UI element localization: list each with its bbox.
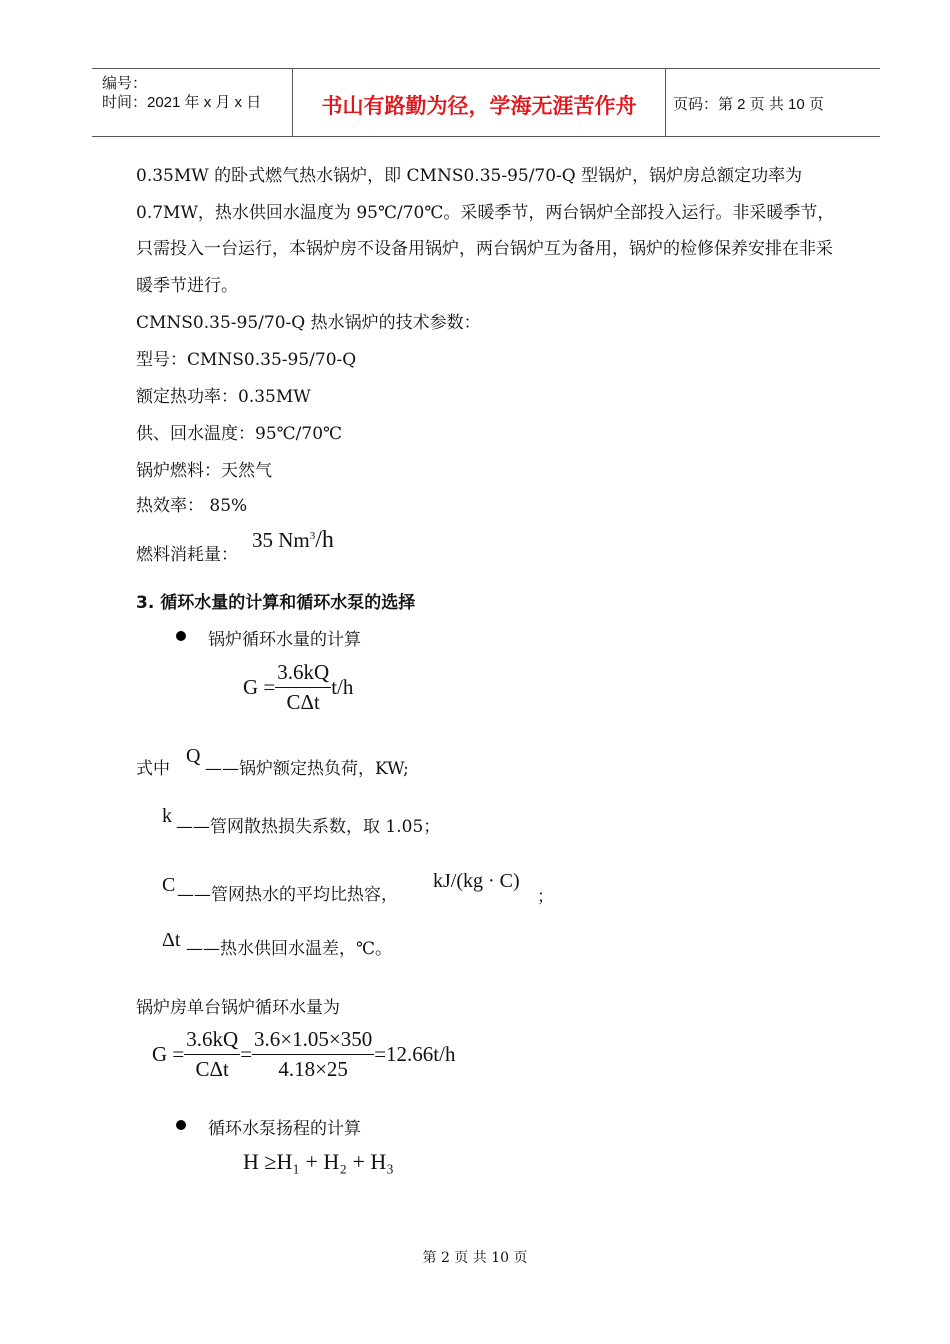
consumption-number: 35 Nm [252, 528, 310, 552]
bullet1-text: 锅炉循环水量的计算 [208, 630, 361, 650]
def-c-end: ； [537, 887, 554, 907]
bullet-dot-2 [176, 1120, 186, 1130]
formula-3: H ≥H₁ + H₂ + H₃ [243, 1149, 394, 1174]
section3-heading: 3. 循环水量的计算和循环水泵的选择 [136, 593, 416, 613]
header-motto-cell [292, 69, 666, 136]
formula-2 [152, 1027, 455, 1082]
page-footer: 第 2 页 共 10 页 [422, 1250, 528, 1266]
formula2-lhs: G = [152, 1042, 185, 1066]
bullet-dot-1 [176, 631, 186, 641]
formula2-eq: = [240, 1042, 253, 1066]
def-c-text: ——管网热水的平均比热容， [177, 885, 398, 905]
param-fuel: 锅炉燃料：天然气 [136, 461, 272, 481]
def-dt-symbol: Δt [162, 929, 181, 951]
formula1-fraction [275, 660, 331, 715]
formula-1 [243, 660, 353, 715]
def-k-text: ——管网散热损失系数，取 1.05； [176, 817, 441, 837]
consumption-unit: /h [315, 527, 334, 553]
def-c-symbol: C [162, 874, 176, 896]
formula1-den: CΔt [286, 690, 320, 714]
single-boiler-label: 锅炉房单台锅炉循环水量为 [136, 998, 340, 1018]
param-temp: 供、回水温度：95℃/70℃ [136, 424, 343, 444]
page-label: 页码：第 2 页 共 10 页 [673, 96, 824, 113]
formula1-lhs: G = [243, 675, 276, 699]
header-page-cell [665, 69, 880, 136]
param-consumption-label: 燃料消耗量： [136, 545, 238, 565]
consumption-sup: 3 [309, 530, 316, 542]
def-dt-text: ——热水供回水温差，℃。 [186, 939, 393, 959]
formula1-num: 3.6kQ [275, 660, 331, 688]
bullet2-text: 循环水泵扬程的计算 [208, 1119, 361, 1139]
formula2-fraction-1 [184, 1027, 240, 1082]
def-c-unit: kJ/(kg · C) [433, 870, 520, 892]
number-label: 编号： [102, 75, 148, 92]
param-model: 型号：CMNS0.35-95/70-Q [136, 350, 357, 370]
param-power: 额定热功率：0.35MW [136, 387, 311, 407]
motto: 书山有路勤为径，学海无涯苦作舟 [321, 94, 637, 118]
formula2-num2: 3.6×1.05×350 [252, 1027, 374, 1055]
header-meta-cell [92, 69, 292, 136]
param-consumption-value [252, 527, 334, 554]
intro-section [136, 158, 836, 304]
formula2-fraction-2 [252, 1027, 374, 1082]
def-q-symbol: Q [186, 745, 201, 767]
def-shizhong: 式中 [136, 759, 170, 779]
formula2-result: =12.66t/h [374, 1042, 456, 1066]
def-q-text: ——锅炉额定热负荷，KW; [205, 759, 409, 779]
params-title: CMNS0.35-95/70-Q 热水锅炉的技术参数： [136, 313, 481, 333]
formula2-den2: 4.18×25 [278, 1057, 348, 1081]
time-label: 时间：2021 年 x 月 x 日 [102, 94, 262, 111]
formula2-den1: CΔt [195, 1057, 229, 1081]
formula2-num1: 3.6kQ [184, 1027, 240, 1055]
formula1-unit: t/h [331, 675, 354, 699]
def-k-symbol: k [162, 805, 172, 827]
param-efficiency: 热效率： 85% [136, 496, 248, 516]
intro-paragraph: 0.35MW 的卧式燃气热水锅炉，即 CMNS0.35-95/70-Q 型锅炉，锅炉房总额定功率为 0.7MW，热水供回水温度为 95℃/70℃。采暖季节，两台锅炉全部投入运行。非采暖季节，只需投入一台运行，本锅炉房不设备用锅炉，两台锅炉互为备用，锅炉的检修保养安排在非采暖季节进行。 [136, 166, 835, 296]
page-header [92, 68, 880, 137]
